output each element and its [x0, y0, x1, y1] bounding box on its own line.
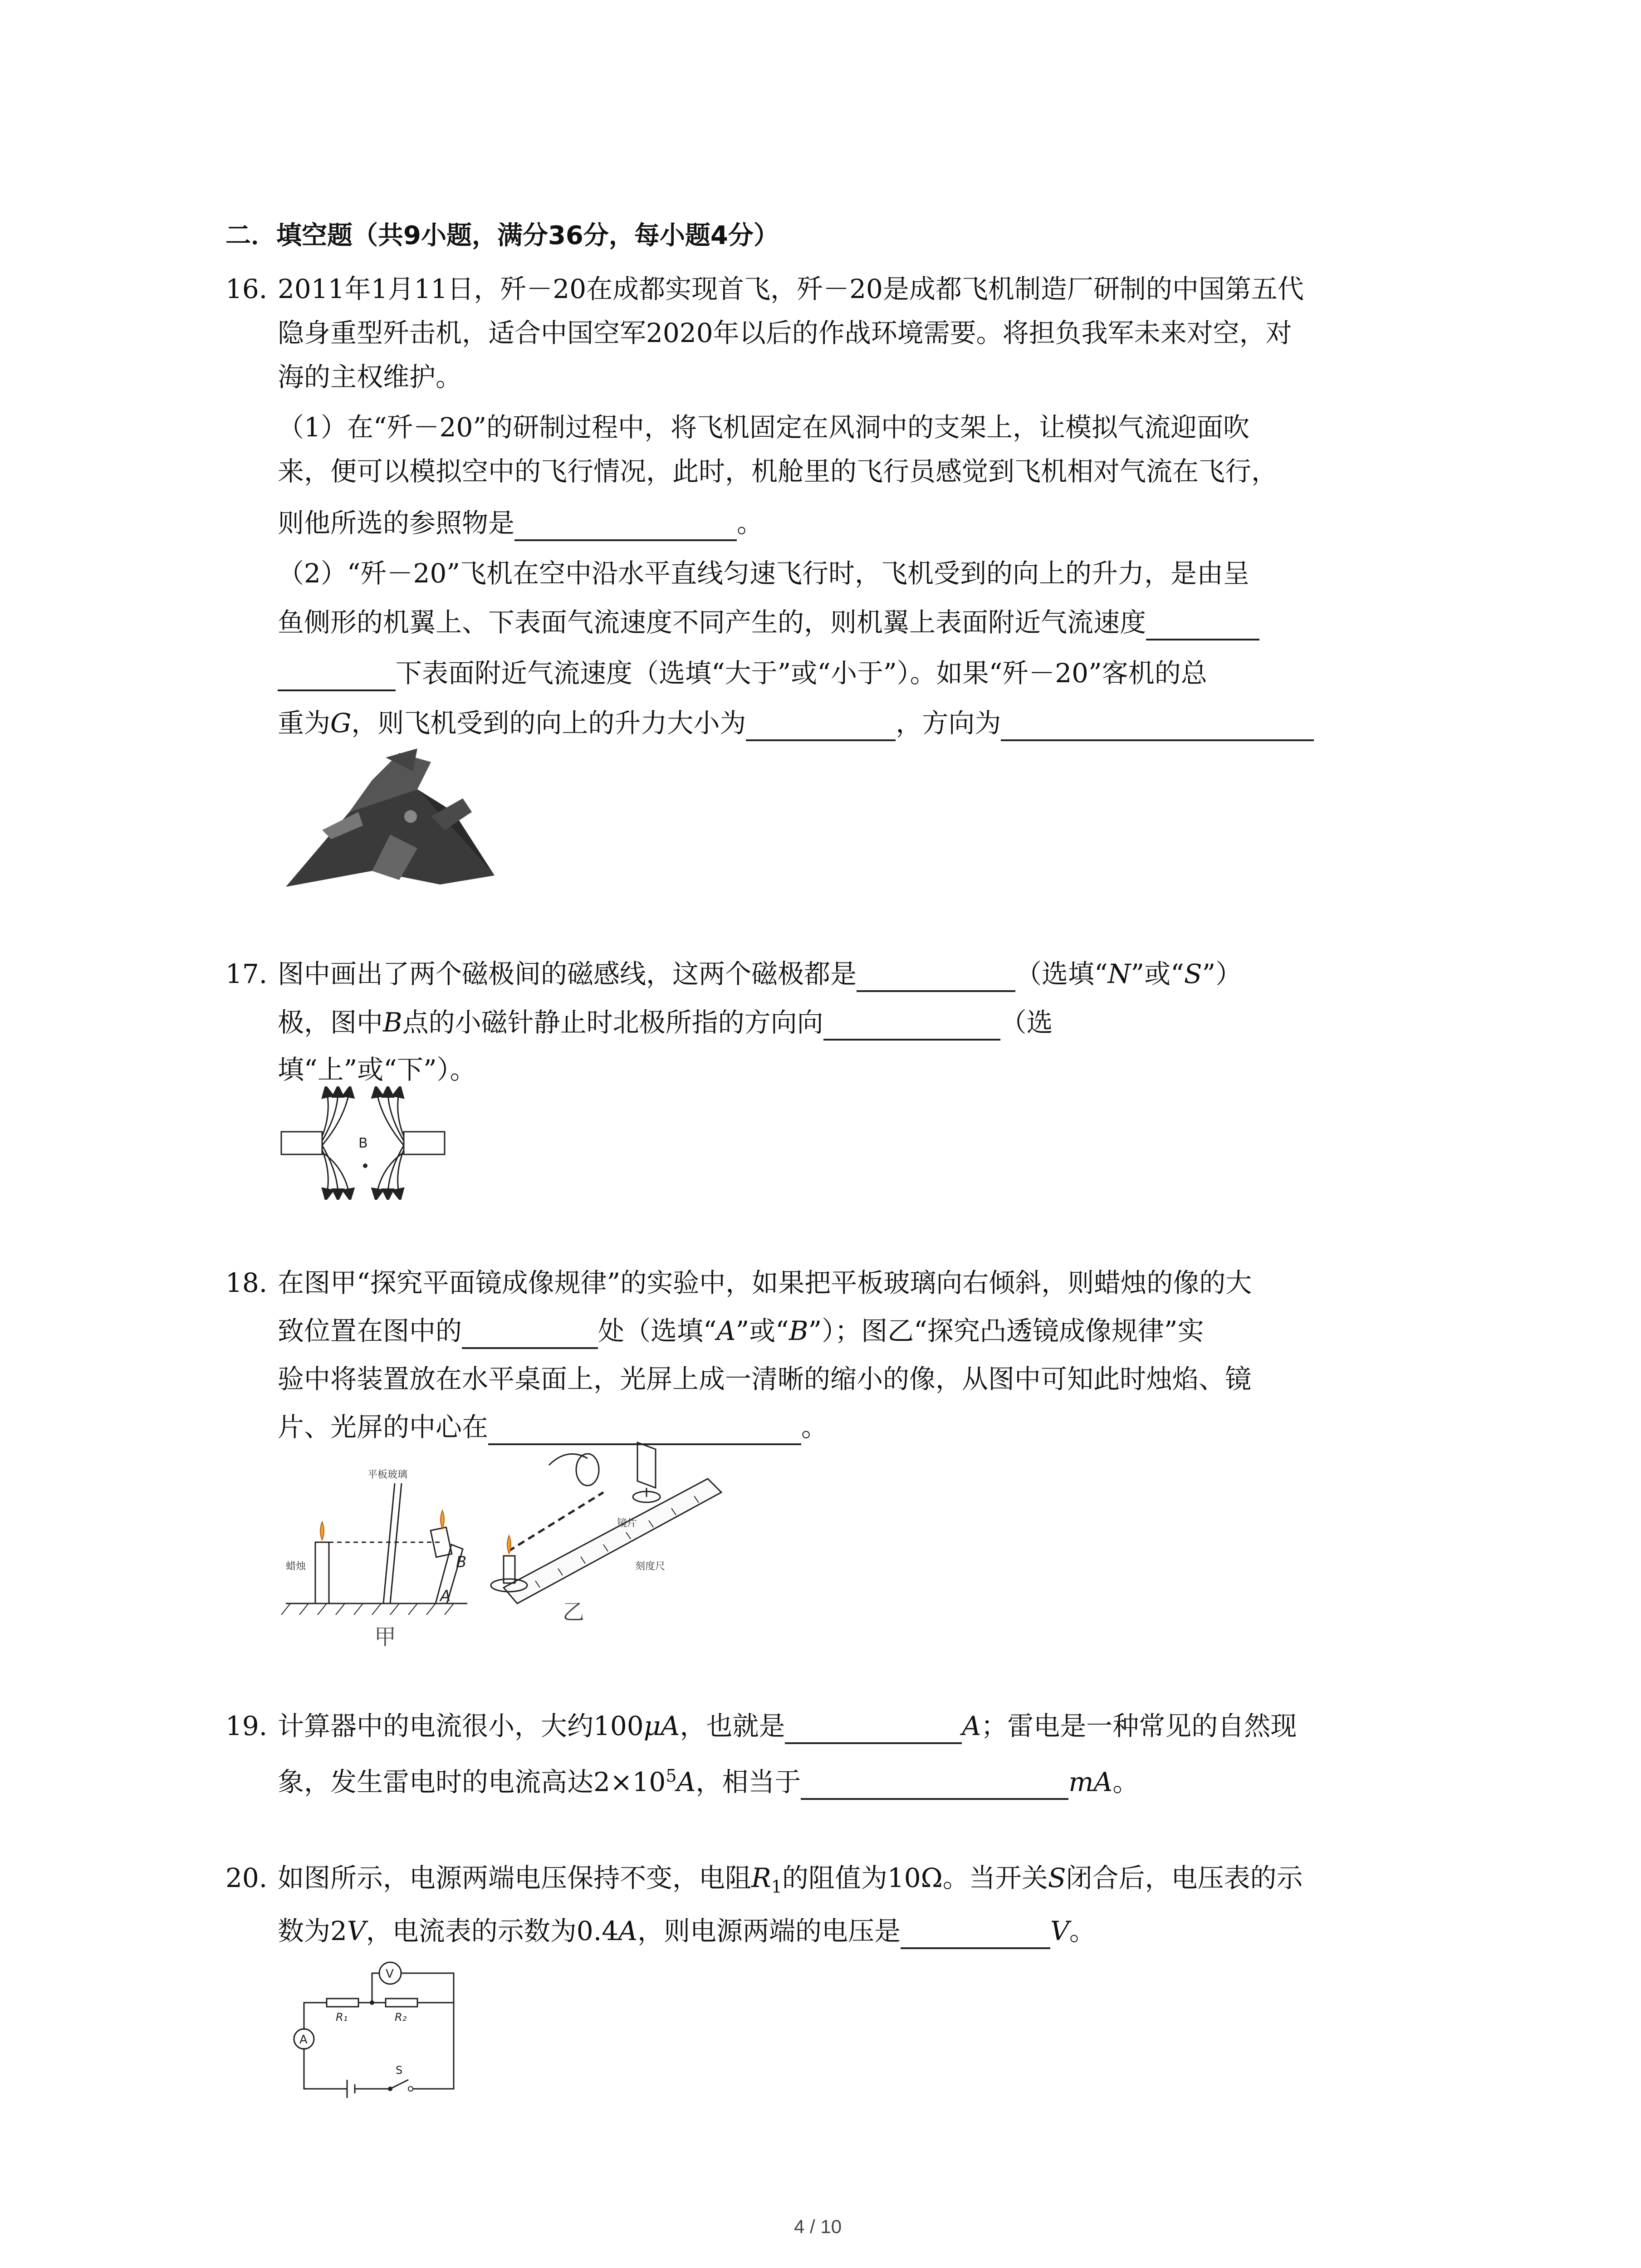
- q17-text: ”或“: [1131, 958, 1184, 989]
- q18-text: 片、光屏的中心在: [278, 1412, 489, 1442]
- q16-line-3: 海的主权维护。: [278, 362, 462, 392]
- q17-var-b: B: [383, 1007, 402, 1038]
- q18-answer-blank-1[interactable]: [462, 1319, 598, 1349]
- figure-jia-label: 甲: [374, 1624, 397, 1650]
- q17-var-s: S: [1184, 958, 1202, 989]
- q16-line-6: [278, 505, 763, 541]
- q17-var-n: N: [1107, 958, 1131, 989]
- q16-answer-blank-4[interactable]: [1001, 711, 1314, 741]
- q19-text: ，相当于: [696, 1766, 801, 1798]
- q19-text: 象，发生雷电时的电流高达2×10: [278, 1766, 666, 1798]
- q20-var-s: S: [1048, 1862, 1066, 1893]
- q19-unit-ma: mA: [1068, 1766, 1113, 1798]
- q18-var-b: B: [789, 1315, 808, 1346]
- section-heading: 二．填空题（共9小题，满分36分，每小题4分）: [225, 221, 779, 250]
- q18-text: 处（选填“: [598, 1315, 717, 1346]
- plane-mirror-diagram: [277, 1465, 476, 1656]
- q20-line-2: [278, 1913, 1096, 1949]
- q16-text: ，则飞机受到的向上的升力大小为: [351, 708, 746, 738]
- q16-line-5: 来，便可以模拟空中的飞行情况，此时，机舱里的飞行员感觉到飞机相对气流在飞行，: [278, 456, 1278, 487]
- q20-text: 如图所示，电源两端电压保持不变，电阻: [278, 1862, 752, 1893]
- q20-line-1: [278, 1860, 1303, 1905]
- q19-unit-a2: A: [676, 1766, 696, 1798]
- q19-line-1: [278, 1708, 1297, 1744]
- q17-text: （选: [1000, 1007, 1053, 1038]
- q17-text: （选填“: [1015, 958, 1108, 989]
- q19-text: 。: [1112, 1766, 1139, 1798]
- question-20-number: 20.: [225, 1862, 268, 1893]
- page-number: 4 / 10: [794, 2216, 842, 2237]
- q20-unit-v2: V: [1050, 1916, 1069, 1946]
- q17-answer-blank-1[interactable]: [857, 962, 1015, 992]
- fighter-jet-image: [281, 744, 508, 898]
- q16-text: 。: [737, 508, 764, 538]
- q19-exponent: 5: [666, 1766, 677, 1786]
- q20-unit-a: A: [618, 1916, 637, 1946]
- q17-text: 点的小磁针静止时北极所指的方向向: [402, 1007, 823, 1038]
- ammeter-label: A: [299, 2033, 308, 2047]
- q19-unit-ua: μA: [643, 1711, 680, 1741]
- point-b-label: B: [456, 1553, 467, 1571]
- q18-line-2: [278, 1313, 1204, 1349]
- point-b-label: B: [358, 1135, 368, 1151]
- q17-text: 图中画出了两个磁极间的磁感线，这两个磁极都是: [278, 958, 857, 989]
- q16-answer-blank-1[interactable]: [514, 511, 737, 541]
- q16-text: 鱼侧形的机翼上、下表面气流速度不同产生的，则机翼上表面附近气流速度: [278, 607, 1146, 638]
- voltmeter-label: V: [386, 1967, 394, 1981]
- point-a-label: A: [440, 1587, 451, 1605]
- q18-text: 致位置在图中的: [278, 1315, 462, 1346]
- question-19-number: 19.: [225, 1711, 268, 1741]
- q16-text: 重为: [278, 708, 331, 738]
- q16-line-9: [278, 655, 1207, 691]
- q16-var-g: G: [330, 708, 352, 738]
- q16-line-2: 隐身重型歼击机，适合中国空军2020年以后的作战环境需要。将担负我军未来对空，对: [278, 318, 1292, 348]
- q16-text: 则他所选的参照物是: [278, 508, 515, 538]
- q16-text: 下表面附近气流速度（选填“大于”或“小于”）。如果“歼－20”客机的总: [396, 658, 1207, 689]
- q18-line-1: 在图甲“探究平面镜成像规律”的实验中，如果把平板玻璃向右倾斜，则蜡烛的像的大: [278, 1267, 1252, 1298]
- q20-subscript: 1: [771, 1877, 782, 1897]
- q18-var-a: A: [716, 1315, 736, 1346]
- q20-text: 闭合后，电压表的示: [1066, 1862, 1303, 1893]
- q18-text: 。: [801, 1412, 828, 1442]
- q17-text: 极，图中: [278, 1007, 383, 1038]
- plane-glass-label: 平板玻璃: [367, 1469, 408, 1481]
- q20-text: 。: [1069, 1916, 1096, 1946]
- q20-text: ，电流表的示数为0.4: [366, 1916, 619, 1946]
- q19-unit-a: A: [962, 1711, 981, 1741]
- q16-answer-blank-2b[interactable]: [278, 661, 396, 691]
- q17-answer-blank-2[interactable]: [823, 1011, 1000, 1041]
- q16-line-4: （1）在“歼－20”的研制过程中，将飞机固定在风洞中的支架上，让模拟气流迎面吹: [278, 412, 1250, 443]
- circuit-diagram: [277, 1960, 467, 2105]
- q16-answer-blank-2a[interactable]: [1146, 611, 1259, 640]
- q20-text: ，则电源两端的电压是: [637, 1916, 901, 1946]
- q19-text: ，也就是: [680, 1711, 785, 1741]
- q16-answer-blank-3[interactable]: [746, 711, 896, 741]
- q17-line-3: 填“上”或“下”）。: [278, 1054, 476, 1085]
- q17-line-2: [278, 1004, 1053, 1041]
- q19-line-2: [278, 1758, 1139, 1800]
- q19-text: 计算器中的电流很小，大约100: [278, 1711, 644, 1741]
- q16-line-10: [278, 705, 1314, 741]
- switch-label: S: [396, 2064, 403, 2077]
- q20-text: 数为2: [278, 1916, 347, 1946]
- r1-label: R₁: [336, 2011, 348, 2024]
- magnetic-field-diagram: [277, 1086, 449, 1200]
- q20-unit-v: V: [347, 1916, 366, 1946]
- lens-label: 镜片: [617, 1518, 637, 1529]
- q17-text: ”）: [1202, 958, 1242, 989]
- q20-var-r: R: [751, 1862, 771, 1893]
- q18-text: ”）；图乙“探究凸透镜成像规律”实: [808, 1315, 1204, 1346]
- q19-answer-blank-1[interactable]: [785, 1714, 962, 1744]
- q16-line-7: （2）“歼－20”飞机在空中沿水平直线匀速飞行时，飞机受到的向上的升力，是由呈: [278, 558, 1250, 589]
- r2-label: R₂: [395, 2011, 407, 2024]
- q18-line-3: 验中将装置放在水平桌面上，光屏上成一清晰的缩小的像，从图中可知此时烛焰、镜: [278, 1364, 1252, 1394]
- q17-line-1: [278, 956, 1242, 992]
- q16-text: ，方向为: [896, 708, 1001, 738]
- q19-text: ；雷电是一种常见的自然现: [981, 1711, 1297, 1741]
- q16-line-1: 2011年1月11日，歼－20在成都实现首飞，歼－20是成都飞机制造厂研制的中国第五代: [278, 274, 1304, 304]
- q16-line-8: [278, 604, 1259, 640]
- question-18-number: 18.: [225, 1267, 268, 1298]
- question-17-number: 17.: [225, 958, 268, 989]
- candle-label: 蜡烛: [286, 1561, 306, 1572]
- convex-lens-diagram: [481, 1438, 735, 1628]
- figure-yi-label: 乙: [563, 1599, 585, 1625]
- q18-text: ”或“: [735, 1315, 789, 1346]
- q19-answer-blank-2[interactable]: [801, 1770, 1068, 1800]
- q20-answer-blank[interactable]: [901, 1919, 1050, 1949]
- ruler-label: 刻度尺: [635, 1561, 666, 1572]
- q20-text: 的阻值为10Ω。当开关: [782, 1862, 1048, 1893]
- question-16-number: 16.: [225, 274, 268, 304]
